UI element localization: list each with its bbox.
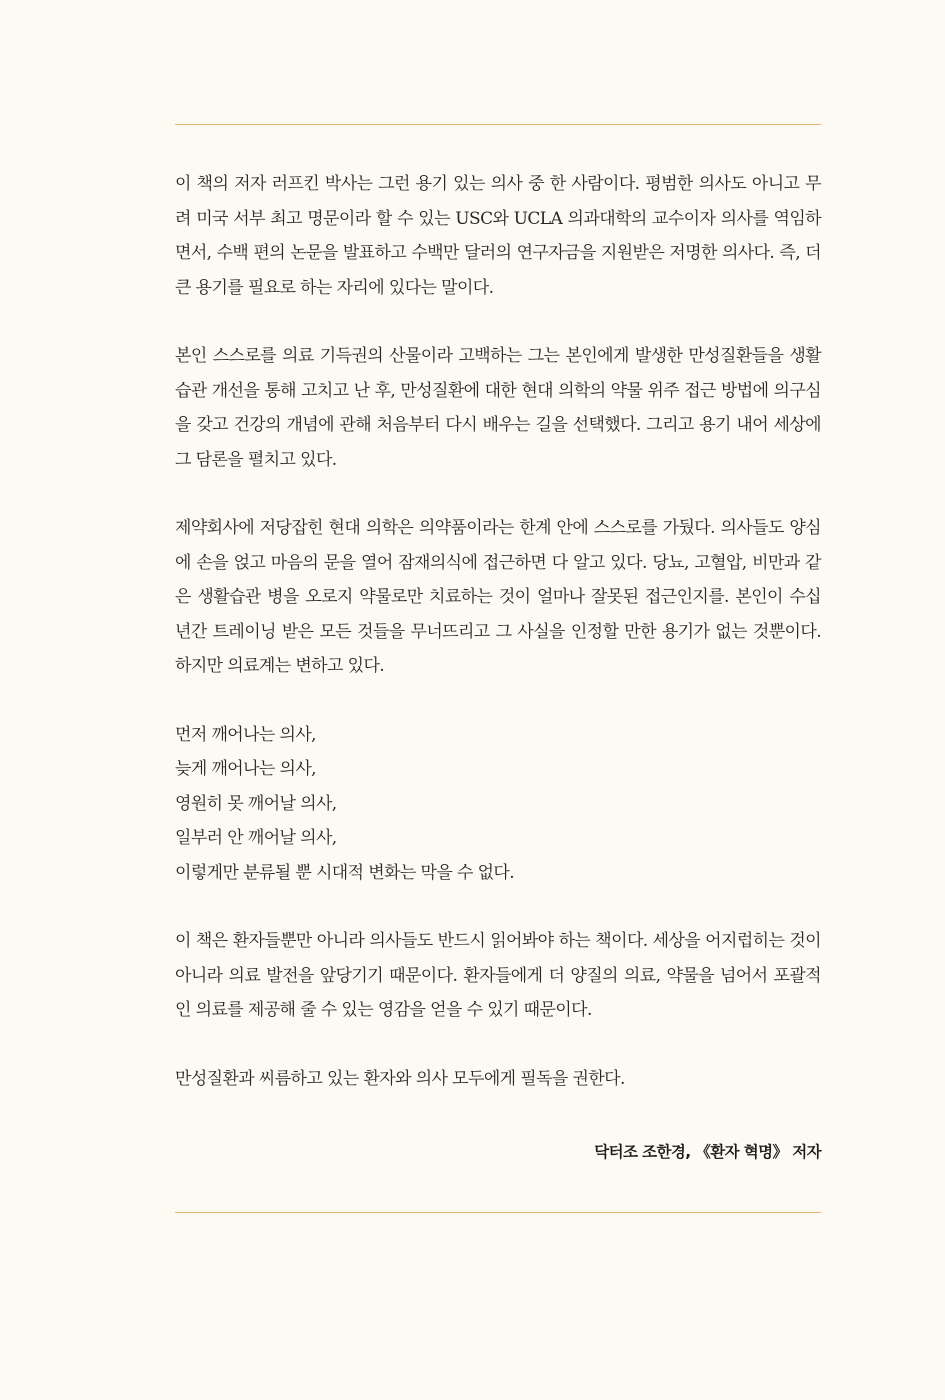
verse-line-2: 늦게 깨어나는 의사,: [175, 759, 316, 779]
top-divider: [175, 124, 821, 125]
bottom-divider: [175, 1212, 821, 1213]
endorsement-text: [175, 167, 821, 1130]
verse-block: [175, 718, 821, 891]
paragraph-4: 이 책은 환자들뿐만 아니라 의사들도 반드시 읽어봐야 하는 책이다. 세상을 어지럽히는 것이 아니라 의료 발전을 앞당기기 때문이다. 환자들에게 더 양질의 의료, 약물을 넘어서 포괄적인 의료를 제공해 줄 수 있는 영감을 얻을 수 있기 때문이다.: [175, 931, 821, 1020]
book-page: [175, 0, 821, 1400]
paragraph-2: 본인 스스로를 의료 기득권의 산물이라 고백하는 그는 본인에게 발생한 만성질환들을 생활습관 개선을 통해 고치고 난 후, 만성질환에 대한 현대 의학의 약물 위주 접근 방법에 의구심을 갖고 건강의 개념에 관해 처음부터 다시 배우는 길을 선택했다. 그리고 용기 내어 세상에 그 담론을 펼치고 있다.: [175, 346, 821, 470]
author-signature: 닥터조 조한경, 《환자 혁명》 저자: [594, 1143, 821, 1161]
verse-line-1: 먼저 깨어나는 의사,: [175, 724, 316, 745]
paragraph-5: 만성질환과 씨름하고 있는 환자와 의사 모두에게 필독을 권한다.: [175, 1068, 625, 1089]
verse-line-4: 일부러 안 깨어날 의사,: [175, 828, 337, 848]
verse-line-5: 이렇게만 분류될 뿐 시대적 변화는 막을 수 없다.: [175, 862, 515, 883]
paragraph-3: 제약회사에 저당잡힌 현대 의학은 의약품이라는 한계 안에 스스로를 가뒀다. 의사들도 양심에 손을 얹고 마음의 문을 열어 잠재의식에 접근하면 다 알고 있다. 당뇨, 고혈압, 비만과 같은 생활습관 병을 오로지 약물로만 치료하는 것이 얼마나 잘못된 접근인지를. 본인이 수십 년간 트레이닝 받은 모든 것들을 무너뜨리고 그 사실을 인정할 만한 용기가 없는 것뿐이다. 하지만 의료계는 변하고 있다.: [175, 518, 821, 676]
verse-line-3: 영원히 못 깨어날 의사,: [175, 793, 337, 814]
paragraph-1: 이 책의 저자 러프킨 박사는 그런 용기 있는 의사 중 한 사람이다. 평범한 의사도 아니고 무려 미국 서부 최고 명문이라 할 수 있는 USC와 UCLA 의과대학의 교수이자 의사를 역임하면서, 수백 편의 논문을 발표하고 수백만 달러의 연구자금을 지원받은 저명한 의사다. 즉, 더 큰 용기를 필요로 하는 자리에 있다는 말이다.: [175, 174, 821, 298]
